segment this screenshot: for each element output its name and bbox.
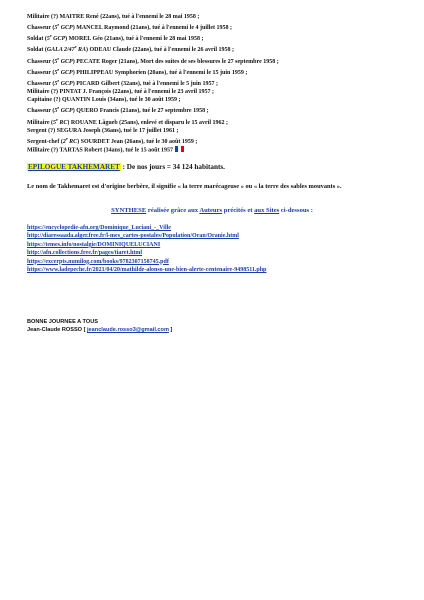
- source-link[interactable]: http://afn.collections.free.fr/pages/tiaret.html: [27, 250, 143, 257]
- victim-entry: [27, 96, 412, 104]
- epilogue-population: : De nos jours = 34 124 habitants.: [120, 163, 225, 171]
- synthese-auteurs: Auteurs: [199, 207, 223, 214]
- closing-greeting: BONNE JOURNEE A TOUS: [27, 319, 98, 325]
- name-origin-paragraph: Le nom de Takhemaret est d'origine berbère, il signifie « la terre marécageuse » ou « la terre des sables mouvants ».: [27, 183, 342, 190]
- victim-details: ROUANE Lâgueb (25ans), enlevé et disparu le 15 avril 1962 ;: [69, 119, 229, 126]
- victim-entry: [27, 146, 412, 155]
- author-email-link[interactable]: jeanclaude.rosso3@gmail.com: [87, 327, 169, 334]
- victim-rank: Militaire (?): [27, 89, 59, 96]
- victim-entry: [27, 32, 412, 43]
- victim-details: SOURDET Jean (26ans), tué le 30 août 1959 ;: [79, 138, 198, 145]
- source-link[interactable]: http://diaressaada.alger.free.fr/l-mes_cartes-postales/Population/Oran/Oranie.html: [27, 233, 239, 240]
- victim-entry: [27, 21, 412, 32]
- victim-details: QUANTIN Louis (34ans), tué le 30 août 1959 ;: [60, 97, 181, 104]
- author-line-end: ]: [168, 327, 173, 334]
- victim-rank: Soldat (5e GCP): [27, 33, 68, 43]
- victim-list: [27, 13, 412, 155]
- synthese-text-3: ci-dessous :: [279, 207, 313, 214]
- synthese-word: SYNTHESE: [111, 207, 147, 214]
- french-flag-icon: [175, 146, 184, 152]
- victim-entry: [27, 127, 412, 135]
- source-link[interactable]: https://excerpts.numilog.com/books/9782307158745.pdf: [27, 258, 169, 265]
- victim-details: MANCEL Raymond (21ans), tué à l'ennemi le 4 juillet 1958 ;: [74, 25, 233, 32]
- victim-rank: Chasseur (5e GCP): [27, 77, 75, 87]
- victim-details: PINTAT J. François (22ans), tué à l'ennemi le 23 avril 1957 ;: [58, 89, 215, 96]
- victim-rank: Sergent (?): [27, 127, 56, 134]
- epilogue-line: [27, 163, 225, 171]
- victim-rank: Chasseur (5e GCP): [27, 22, 75, 32]
- source-links: [27, 224, 266, 274]
- victim-details: MOREL Géo (21ans), tué à l'ennemi le 28 mai 1958 ;: [67, 36, 204, 43]
- victim-entry: [27, 88, 412, 96]
- victim-rank: Militaire (?): [27, 14, 59, 20]
- victim-entry: [27, 55, 412, 66]
- victim-details: SEGURA Joseph (36ans), tué le 17 juillet 1961 ;: [55, 127, 179, 134]
- victim-details: PECATE Roger (21ans), Mort des suites de ses blessures le 27 septembre 1958 ;: [74, 58, 279, 65]
- source-link[interactable]: https://encyclopedie-afn.org/Dominique_Luciani_-_Ville: [27, 225, 171, 231]
- victim-entry: [27, 104, 412, 115]
- victim-rank: Soldat (GALA 2/47e RA): [27, 44, 88, 54]
- victim-entry: [27, 135, 412, 146]
- victim-rank: Chasseur (5e GCP): [27, 105, 75, 115]
- synthese-text-2: précités et: [222, 207, 255, 214]
- victim-details: PICARD Gilbert (32ans), tué à l'ennemi le 5 juin 1957 ;: [74, 80, 219, 87]
- victim-entry: [27, 116, 412, 127]
- victim-rank: Chasseur (5e GCP): [27, 66, 75, 76]
- victim-rank: Chasseur (5e GCP): [27, 55, 75, 65]
- victim-entry: [27, 43, 412, 54]
- victim-rank: Militaire (?): [27, 147, 59, 154]
- synthese-line: [0, 207, 424, 214]
- victim-entry: [27, 77, 412, 88]
- victim-details: QUERO Francis (21ans), tué le 27 septembre 1958 ;: [74, 108, 209, 115]
- victim-entry: [27, 13, 412, 21]
- source-link[interactable]: https://www.ladepeche.fr/2021/04/20/mathilde-alonso-une-bien-alerte-centenaire-9498511.php: [27, 267, 267, 274]
- victim-details: TARTAS Robert (34ans), tué le 15 août 1957: [58, 147, 174, 154]
- epilogue-title: EPILOGUE TAKHEMARET: [28, 163, 120, 171]
- victim-details: MAITRE René (22ans), tué à l'ennemi le 28 mai 1958 ;: [58, 14, 200, 20]
- victim-rank: Sergent-chef (2e RC): [27, 135, 80, 145]
- victim-entry: [27, 66, 412, 77]
- author-name: Jean-Claude ROSSO [: [27, 327, 87, 334]
- victim-rank: Capitaine (?): [27, 97, 61, 104]
- author-line: [27, 326, 172, 334]
- victim-rank: Militaire (5e RC): [27, 116, 70, 126]
- source-link[interactable]: https://temes.info/nostalgie/DOMINIQUELUCIANI: [27, 241, 161, 248]
- victim-details: PHILIPPEAU Symphorien (20ans), tué à l'ennemi le 15 juin 1959 ;: [74, 69, 248, 76]
- closing-block: [27, 318, 172, 334]
- victim-details: ODEAU Claude (22ans), tué à l'ennemi le 26 avril 1958 ;: [87, 47, 234, 54]
- synthese-sites: aux Sites: [254, 207, 280, 214]
- synthese-text-1: réalisée grâce aux: [146, 207, 200, 214]
